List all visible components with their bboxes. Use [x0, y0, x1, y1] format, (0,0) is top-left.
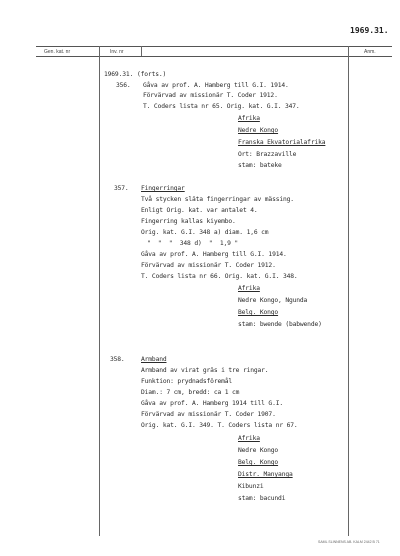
header-top-rule [36, 46, 392, 47]
entry-line: Funktion: prydnadsföremål [141, 378, 233, 385]
entry-line: Orig. kat. G.I. 348 a) diam. 1,6 cm [141, 229, 269, 236]
entry-line: (forts.) [137, 71, 167, 78]
entry-line: Gåva av prof. A. Hamberg 1914 till G.I. [141, 400, 284, 407]
entry-line: Afrika [238, 115, 260, 122]
entry-line: Gåva av prof. A. Hamberg till G.I. 1914. [141, 251, 287, 258]
entry-line: stam: bwende (babwende) [238, 321, 322, 328]
entry-line: Armband [141, 356, 167, 363]
entry-line: Kibunzi [238, 483, 264, 490]
page-number: 1969.31. [350, 26, 389, 35]
entry-line: Fingerring kallas kiyembo. [141, 218, 236, 225]
entry-line: Förvärvad av missionär T. Coder 1912. [143, 92, 278, 99]
entry-line: Distr. Manyanga [238, 471, 293, 478]
entry-line: stam: bacundi [238, 495, 286, 502]
entry-line: Belg. Kongo [238, 309, 279, 316]
entry-line: Enligt Orig. kat. var antalet 4. [141, 207, 258, 214]
column-header-inv: Inv. nr [110, 49, 124, 55]
column-divider-1 [99, 46, 100, 536]
entry-number: 356. [116, 82, 131, 89]
header-bottom-rule [36, 56, 392, 57]
column-divider-3 [348, 46, 349, 536]
entry-line: Afrika [238, 285, 260, 292]
entry-line: Två stycken släta fingerringar av mässing. [141, 196, 294, 203]
printer-footer: SAML SLINNENS AB. KALM 2442 B 71 [318, 540, 380, 544]
column-header-anm: Anm. [364, 49, 376, 55]
entry-number: 357. [114, 185, 129, 192]
entry-line: Gåva av prof. A. Hamberg till G.I. 1914. [143, 82, 289, 89]
entry-line: Diam.: 7 cm, bredd: ca 1 cm [141, 389, 240, 396]
column-header-gen-kat: Gen. kat. nr [44, 49, 71, 55]
entry-line: Nedre Kongo [238, 127, 279, 134]
entry-line: T. Coders lista nr 66. Orig. kat. G.I. 348. [141, 273, 298, 280]
entry-line: Förvärvad av missionär T. Coder 1907. [141, 411, 276, 418]
column-divider-2 [141, 46, 142, 56]
entry-number: 358. [110, 356, 125, 363]
entry-line: stam: bateke [238, 162, 282, 169]
entry-line: Orig. kat. G.I. 349. T. Coders lista nr 67. [141, 422, 298, 429]
entry-line: Belg. Kongo [238, 459, 279, 466]
entry-number: 1969.31. [104, 71, 134, 78]
entry-line: " " " 348 d) " 1,9 " [147, 240, 239, 247]
entry-line: Franska Ekvatorialafrika [238, 139, 326, 146]
entry-line: Armband av virat gräs i tre ringar. [141, 367, 269, 374]
entry-line: Afrika [238, 435, 260, 442]
entry-line: Nedre Kongo [238, 447, 279, 454]
entry-line: Ort: Brazzaville [238, 151, 297, 158]
entry-line: Nedre Kongo, Ngunda [238, 297, 308, 304]
entry-line: T. Coders lista nr 65. Orig. kat. G.I. 347. [143, 103, 300, 110]
entry-line: Fingerringar [141, 185, 185, 192]
entry-line: Förvärvad av missionär T. Coder 1912. [141, 262, 276, 269]
